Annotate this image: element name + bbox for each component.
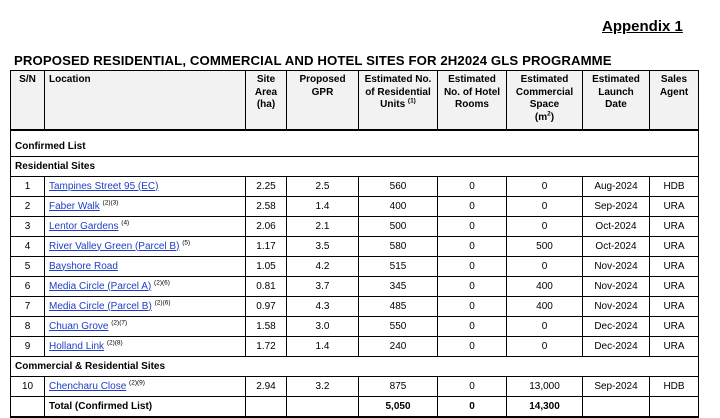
footnote-ref: (2)(7) [111, 319, 128, 327]
cell-sn: 10 [11, 376, 45, 396]
header-hotel-rooms: Estimated No. of Hotel Rooms [438, 71, 507, 130]
cell-location [45, 236, 246, 256]
cell-gpr: 3.5 [287, 236, 359, 256]
appendix-label: Appendix 1 [602, 18, 683, 35]
cell-residential-units: 515 [359, 256, 438, 276]
cell-launch-date: Nov-2024 [583, 296, 650, 316]
cell-gpr: 2.5 [287, 176, 359, 196]
table-row [11, 236, 699, 256]
cell-sn: 6 [11, 276, 45, 296]
section-commercial-residential-sites: Commercial & Residential Sites [11, 356, 699, 376]
cell-site-area [246, 396, 287, 417]
cell-location [45, 336, 246, 356]
cell-hotel-rooms: 0 [438, 316, 507, 336]
cell-residential-units: 345 [359, 276, 438, 296]
cell-residential-units: 240 [359, 336, 438, 356]
cell-commercial-space: 13,000 [507, 376, 583, 396]
total-row [11, 396, 699, 417]
table-row [11, 316, 699, 336]
header-site-area: Site Area (ha) [246, 71, 287, 130]
cell-sales-agent: URA [650, 256, 699, 276]
table-row [11, 336, 699, 356]
header-residential-units: Estimated No. of Residential Units $^{(1)}$ [359, 71, 438, 130]
cell-gpr: 3.0 [287, 316, 359, 336]
section-confirmed-list: Confirmed List [11, 137, 699, 157]
total-label: Total (Confirmed List) [45, 396, 246, 417]
document-title: PROPOSED RESIDENTIAL, COMMERCIAL AND HOTEL SITES FOR 2H2024 GLS PROGRAMME [14, 53, 612, 68]
table-row [11, 216, 699, 236]
cell-hotel-rooms: 0 [438, 256, 507, 276]
cell-sales-agent: URA [650, 316, 699, 336]
site-link[interactable]: Tampines Street 95 (EC) [49, 180, 159, 192]
cell-residential-units: 500 [359, 216, 438, 236]
cell-hotel-rooms: 0 [438, 336, 507, 356]
table-row [11, 176, 699, 196]
footnote-ref: (2)(9) [129, 379, 145, 387]
cell-location [45, 316, 246, 336]
total-residential-units: 5,050 [359, 396, 438, 417]
cell-commercial-space: 0 [507, 196, 583, 216]
cell-site-area: 0.97 [246, 296, 287, 316]
cell-site-area: 1.72 [246, 336, 287, 356]
cell-sn: 3 [11, 216, 45, 236]
table-header-row [11, 71, 699, 130]
site-link[interactable]: Bayshore Road [49, 260, 118, 272]
total-commercial-space: 14,300 [507, 396, 583, 417]
cell-hotel-rooms: 0 [438, 376, 507, 396]
footnote-ref: (2)(6) [154, 299, 171, 307]
footnote-ref: (2)(6) [154, 279, 170, 287]
section-residential-sites: Residential Sites [11, 156, 699, 176]
site-link[interactable]: Holland Link [49, 340, 105, 352]
cell-sales-agent: URA [650, 296, 699, 316]
header-sn: S/N [11, 71, 45, 130]
header-gpr: Proposed GPR [287, 71, 359, 130]
cell-gpr: 3.7 [287, 276, 359, 296]
cell-location [45, 176, 246, 196]
cell-sales-agent: URA [650, 276, 699, 296]
cell-sn: 8 [11, 316, 45, 336]
cell-sn: 5 [11, 256, 45, 276]
footnote-ref: (4) [121, 219, 130, 227]
cell-gpr [287, 396, 359, 417]
table-row [11, 296, 699, 316]
site-link[interactable]: River Valley Green (Parcel B) [49, 240, 180, 252]
cell-sales-agent: URA [650, 236, 699, 256]
cell-commercial-space: 400 [507, 296, 583, 316]
cell-launch-date: Aug-2024 [583, 176, 650, 196]
site-link[interactable]: Faber Walk [49, 200, 100, 212]
cell-gpr: 2.1 [287, 216, 359, 236]
cell-location [45, 256, 246, 276]
cell-residential-units: 485 [359, 296, 438, 316]
cell-commercial-space: 500 [507, 236, 583, 256]
gls-sites-table [10, 70, 699, 418]
cell-commercial-space: 0 [507, 176, 583, 196]
cell-hotel-rooms: 0 [438, 276, 507, 296]
total-hotel-rooms: 0 [438, 396, 507, 417]
table-row [11, 256, 699, 276]
cell-gpr: 4.3 [287, 296, 359, 316]
cell-location [45, 196, 246, 216]
cell-sales-agent: HDB [650, 376, 699, 396]
cell-site-area: 2.58 [246, 196, 287, 216]
cell-launch-date: Sep-2024 [583, 196, 650, 216]
cell-site-area: 2.94 [246, 376, 287, 396]
cell-residential-units: 550 [359, 316, 438, 336]
cell-site-area: 2.06 [246, 216, 287, 236]
header-location: Location [45, 71, 246, 130]
header-commercial-space: Estimated Commercial Space $(m^2)$ [507, 71, 583, 130]
cell-site-area: 2.25 [246, 176, 287, 196]
header-launch-date: Estimated Launch Date [583, 71, 650, 130]
cell-sn: 7 [11, 296, 45, 316]
cell-hotel-rooms: 0 [438, 296, 507, 316]
cell-gpr: 1.4 [287, 196, 359, 216]
cell-hotel-rooms: 0 [438, 216, 507, 236]
cell-site-area: 1.05 [246, 256, 287, 276]
cell-sn [11, 396, 45, 417]
footnote-ref: (2)(8) [106, 339, 123, 347]
site-link[interactable]: Chencharu Close [49, 380, 127, 392]
cell-launch-date: Sep-2024 [583, 376, 650, 396]
cell-location [45, 296, 246, 316]
cell-commercial-space: 400 [507, 276, 583, 296]
footnote-ref: (2)(3) [102, 199, 119, 207]
cell-site-area: 1.58 [246, 316, 287, 336]
cell-launch-date: Oct-2024 [583, 216, 650, 236]
cell-sales-agent: URA [650, 196, 699, 216]
cell-hotel-rooms: 0 [438, 236, 507, 256]
cell-location [45, 216, 246, 236]
cell-commercial-space: 0 [507, 216, 583, 236]
cell-residential-units: 400 [359, 196, 438, 216]
cell-launch-date: Oct-2024 [583, 236, 650, 256]
cell-commercial-space: 0 [507, 336, 583, 356]
cell-site-area: 0.81 [246, 276, 287, 296]
header-sales-agent: Sales Agent [650, 71, 699, 130]
cell-sales-agent: HDB [650, 176, 699, 196]
cell-site-area: 1.17 [246, 236, 287, 256]
cell-launch-date [583, 396, 650, 417]
cell-residential-units: 560 [359, 176, 438, 196]
cell-residential-units: 875 [359, 376, 438, 396]
cell-hotel-rooms: 0 [438, 176, 507, 196]
cell-location [45, 276, 246, 296]
cell-hotel-rooms: 0 [438, 196, 507, 216]
site-link[interactable]: Media Circle (Parcel B) [49, 300, 152, 312]
cell-launch-date: Dec-2024 [583, 336, 650, 356]
cell-launch-date: Nov-2024 [583, 256, 650, 276]
cell-commercial-space: 0 [507, 316, 583, 336]
cell-sales-agent: URA [650, 216, 699, 236]
site-link[interactable]: Lentor Gardens [49, 220, 119, 232]
cell-sn: 1 [11, 176, 45, 196]
cell-sn: 9 [11, 336, 45, 356]
table-row [11, 376, 699, 396]
cell-gpr: 3.2 [287, 376, 359, 396]
site-link[interactable]: Chuan Grove [49, 320, 109, 332]
table-row [11, 196, 699, 216]
spacer-row [11, 130, 699, 137]
cell-sn: 2 [11, 196, 45, 216]
cell-sn: 4 [11, 236, 45, 256]
table-row [11, 276, 699, 296]
cell-commercial-space: 0 [507, 256, 583, 276]
cell-residential-units: 580 [359, 236, 438, 256]
cell-gpr: 1.4 [287, 336, 359, 356]
footnote-ref: (5) [182, 239, 191, 247]
cell-sales-agent [650, 396, 699, 417]
cell-launch-date: Dec-2024 [583, 316, 650, 336]
cell-launch-date: Nov-2024 [583, 276, 650, 296]
cell-sales-agent: URA [650, 336, 699, 356]
cell-location [45, 376, 246, 396]
site-link[interactable]: Media Circle (Parcel A) [49, 280, 152, 292]
cell-gpr: 4.2 [287, 256, 359, 276]
